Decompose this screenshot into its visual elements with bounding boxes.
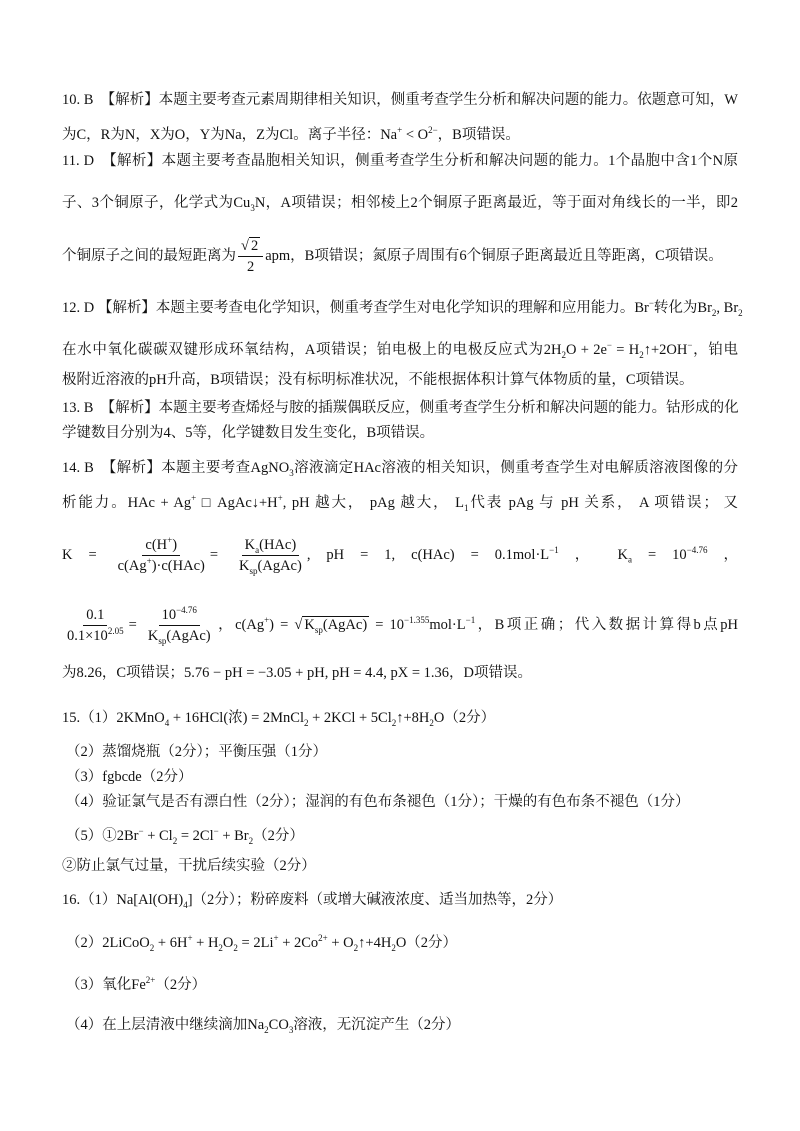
answer-14-line-1 [62,458,738,478]
text-run: 溶液，无沉淀产生（2分） [293,1017,461,1033]
subscript: 3 [288,1024,294,1035]
answer-11-line-2 [62,193,738,213]
text-run: K [147,628,159,644]
subscript: 2 [353,942,359,953]
text-run: ， [707,546,738,563]
text-run: + 16HCl(浓) = 2MnCl [169,710,304,726]
answer-12-line-3 [62,370,738,390]
text-run: ↑+2OH [643,342,688,358]
text-run: = H [611,342,640,358]
answer-15-part-2 [66,742,742,762]
superscript: + [191,493,197,504]
subscript: 2 [561,349,566,360]
text-run: CO [268,1017,289,1033]
text-run: 16.（1）Na[Al(OH) [62,892,184,908]
text-run: + O [327,935,354,951]
superscript: + [273,933,279,944]
radical-sign: √ [241,238,249,254]
text-run: ，铂电 [692,342,738,358]
text-run: 13. B 【解析】本题主要考查烯烃与胺的插羰偶联反应，侧重考查学生分析和解决问题的能力。钴形成的化 [62,400,739,416]
radicand [249,237,260,254]
radicand [302,616,369,633]
answer-12-line-1 [62,298,743,318]
text-run: K [239,558,250,574]
superscript: − [648,298,654,309]
text-run: (AgAc) [322,616,368,633]
text-run: ]（2分）；粉碎废料（或增大碱液浓度、适当加热等，2分） [187,892,563,908]
superscript: + [277,493,283,504]
text-run: O [222,935,234,951]
text-run: 10. B 【解析】本题主要考查元素周期律相关知识，侧重考查学生分析和解决问题的能力。依题意可知，W [62,92,738,108]
text-run: 15.（1）2KMnO [62,710,165,726]
numerator [238,236,263,257]
text-run: （2）蒸馏烧瓶（2分）；平衡压强（1分） [66,744,327,760]
subscript: 2 [391,717,397,728]
subscript: 2 [391,942,396,953]
text-run: ↑+8H [396,710,430,726]
text-run: + 2KCl + 5Cl [308,710,392,726]
answer-15-part-5-2 [62,856,738,876]
subscript: 2 [738,307,743,318]
text-run: （2分） [253,828,304,844]
text-run: = 10 [369,616,405,633]
answer-16-part-2 [66,933,742,953]
text-run: （5）①2Br [66,828,139,844]
text-run: = 2Cl [177,828,214,844]
text-run: ，B项错误。 [437,127,520,143]
answer-11-line-3 [62,236,738,277]
answer-15-part-3 [66,767,742,787]
text-run: (AgAc) [257,558,302,574]
subscript: sp [314,624,323,635]
text-run: )·c(HAc) [151,558,205,574]
superscript: + [167,535,173,546]
fraction [145,605,214,646]
text-run: 为C，R为N，X为O，Y为Na，Z为Cl。离子半径：Na [62,127,398,143]
superscript: 2− [428,125,438,136]
text-run: , pH 越大， pAg 越大， L [282,495,464,511]
text-run: ，c(Ag [215,616,265,633]
text-run: (AgAc) [166,628,211,644]
subscript: sp [249,565,258,576]
answer-15-part-5-1 [66,826,742,846]
text-run: 12. D 【解析】本题主要考查电化学知识，侧重考查学生对电化学知识的理解和应用能力。Br [62,300,649,316]
text-run: 0.1 [86,607,105,623]
square-root [294,615,369,635]
superscript: + [397,125,403,136]
superscript: 2+ [145,975,156,986]
superscript: + [264,615,270,625]
text-run: □ AgAc↓+H [196,495,278,511]
text-run: = [128,616,143,633]
subscript: 2 [233,942,238,953]
numerator [142,535,180,556]
text-run: + 2Co [278,935,319,951]
text-run: 子、3个铜原子，化学式为Cu [62,195,251,211]
answer-11-line-1 [62,151,738,171]
subscript: a [255,544,260,555]
subscript: 2 [304,717,309,728]
text-run: = 2Li [237,935,274,951]
subscript: 1 [463,502,469,513]
answer-14-equation-ksp [62,605,738,646]
text-run: 个铜原子之间的最短距离为 [62,247,236,264]
text-run: ②防止氯气过量，干扰后续实验（2分） [62,858,316,874]
denominator [64,626,127,646]
text-run: 为8.26，C项错误；5.76 − pH = −3.05 + pH, pH = 4.4, pX = 1.36，D项错误。 [62,665,532,681]
text-run: 0.1×10 [67,628,108,644]
text-run: ↑+4H [358,935,392,951]
text-run: 极附近溶液的pH升高，B项错误；没有标明标准状况，不能根据体积计算气体物质的量，C项错误。 [62,372,694,388]
text-run: （2）2LiCoO [66,935,150,951]
fraction [115,535,208,576]
text-run: c(Ag [117,558,147,574]
denominator [145,626,214,646]
superscript: + [187,933,193,944]
text-run: ， K [558,546,629,563]
denominator [115,556,208,576]
answer-15-part-1 [62,708,738,728]
text-run: , pH = 1, c(HAc) = 0.1mol·L [306,546,550,563]
answer-14-line-5 [62,663,738,683]
text-run: K [304,616,315,633]
answer-15-part-4 [66,792,742,812]
superscript: − [687,340,693,351]
numerator [83,605,107,626]
square-root [241,236,260,256]
subscript: 2 [639,349,644,360]
subscript: 2 [149,942,155,953]
text-run: ) [172,537,178,553]
text-run: 学键数目分别为4、5等，化学键数目发生变化，B项错误。 [62,425,435,441]
text-run: （3）氧化Fe [66,977,146,993]
text-run: < O [402,127,429,143]
subscript: 2 [248,835,254,846]
text-run: （2分） [155,977,207,993]
superscript: −1.355 [404,615,430,625]
answer-13-line-1 [62,398,738,418]
subscript: 2 [264,1024,269,1035]
text-run: ，B项正确；代入数据计算得b点pH [475,616,738,633]
text-run: (HAc) [259,537,297,553]
subscript: 4 [164,717,170,728]
text-run: K [244,537,256,553]
text-run: 析能力。HAc + Ag [62,495,192,511]
superscript: 2+ [318,933,328,944]
text-run: + Cl [143,828,173,844]
text-run: = 10 [632,546,687,563]
superscript: −1 [465,615,476,625]
answer-14-line-2 [62,493,738,513]
answer-10-line-2 [62,125,738,145]
superscript: −1 [549,545,559,555]
text-run: 在水中氧化碳碳双键形成环氧结构，A项错误；铂电极上的电极反应式为2H [62,342,562,358]
answer-16-part-4 [66,1015,742,1035]
superscript: −4.76 [176,605,197,616]
superscript: − [606,340,612,351]
superscript: −4.76 [686,545,708,555]
fraction [236,535,305,576]
text-run: 14. B 【解析】本题主要考查AgNO [62,460,290,476]
text-run: 11. D 【解析】本题主要考查晶胞相关知识，侧重考查学生分析和解决问题的能力。1个晶胞中含1个N原 [62,153,738,169]
text-run: mol·L [429,616,466,633]
text-run: = [209,546,235,563]
superscript: 2.05 [107,626,124,637]
fraction [64,605,127,646]
text-run: 转化为Br [653,300,712,316]
subscript: 2 [218,942,223,953]
text-run: + 6H [154,935,188,951]
superscript: − [213,826,219,837]
text-run: + Br [218,828,249,844]
text-run: （3）fgbcde（2分） [66,769,193,785]
text-run: O + 2e [565,342,607,358]
answer-12-line-2 [62,340,738,360]
subscript: 2 [172,835,178,846]
answer-10-line-1 [62,90,738,110]
text-run: 10 [161,607,177,623]
superscript: − [138,826,144,837]
subscript: 3 [289,467,294,478]
numerator [242,535,300,556]
numerator [159,605,200,626]
text-run: c(H [145,537,168,553]
text-run: （4）在上层清液中继续滴加Na [66,1017,265,1033]
subscript: 2 [429,717,434,728]
fraction [238,236,263,277]
text-run: K = [62,546,113,563]
text-run: （4）验证氯气是否有漂白性（2分）；湿润的有色布条褪色（1分）；干燥的有色布条不褪色（1分） [66,794,690,810]
answer-14-equation-k [62,535,738,576]
answer-16-part-3 [66,975,742,995]
text-run: ) = [269,616,295,633]
text-run: 代表 pAg 与 pH 关系， A 项错误； 又 [468,495,738,511]
denominator [236,556,305,576]
denominator [244,257,257,277]
text-run: apm，B项错误；氮原子周围有6个铜原子距离最近且等距离，C项错误。 [265,247,723,264]
superscript: + [146,556,152,567]
radical-sign: √ [294,616,303,633]
text-run: O（2分） [433,710,496,726]
text-run: 2 [250,238,259,254]
subscript: a [628,554,633,565]
subscript: sp [158,635,167,646]
text-run: 溶液滴定HAc溶液的相关知识，侧重考查学生对电解质溶液图像的分 [293,460,738,476]
text-run: O（2分） [395,935,458,951]
subscript: 2 [711,307,717,318]
text-run: , Br [716,300,739,316]
text-run: + H [192,935,219,951]
text-run: 2 [246,259,255,275]
answer-16-part-1 [62,890,738,910]
text-run: N，A项错误；相邻棱上2个铜原子距离最近，等于面对角线长的一半，即2 [254,195,738,211]
subscript: 3 [250,202,255,213]
subscript: 4 [183,899,188,910]
answer-13-line-2 [62,423,738,443]
